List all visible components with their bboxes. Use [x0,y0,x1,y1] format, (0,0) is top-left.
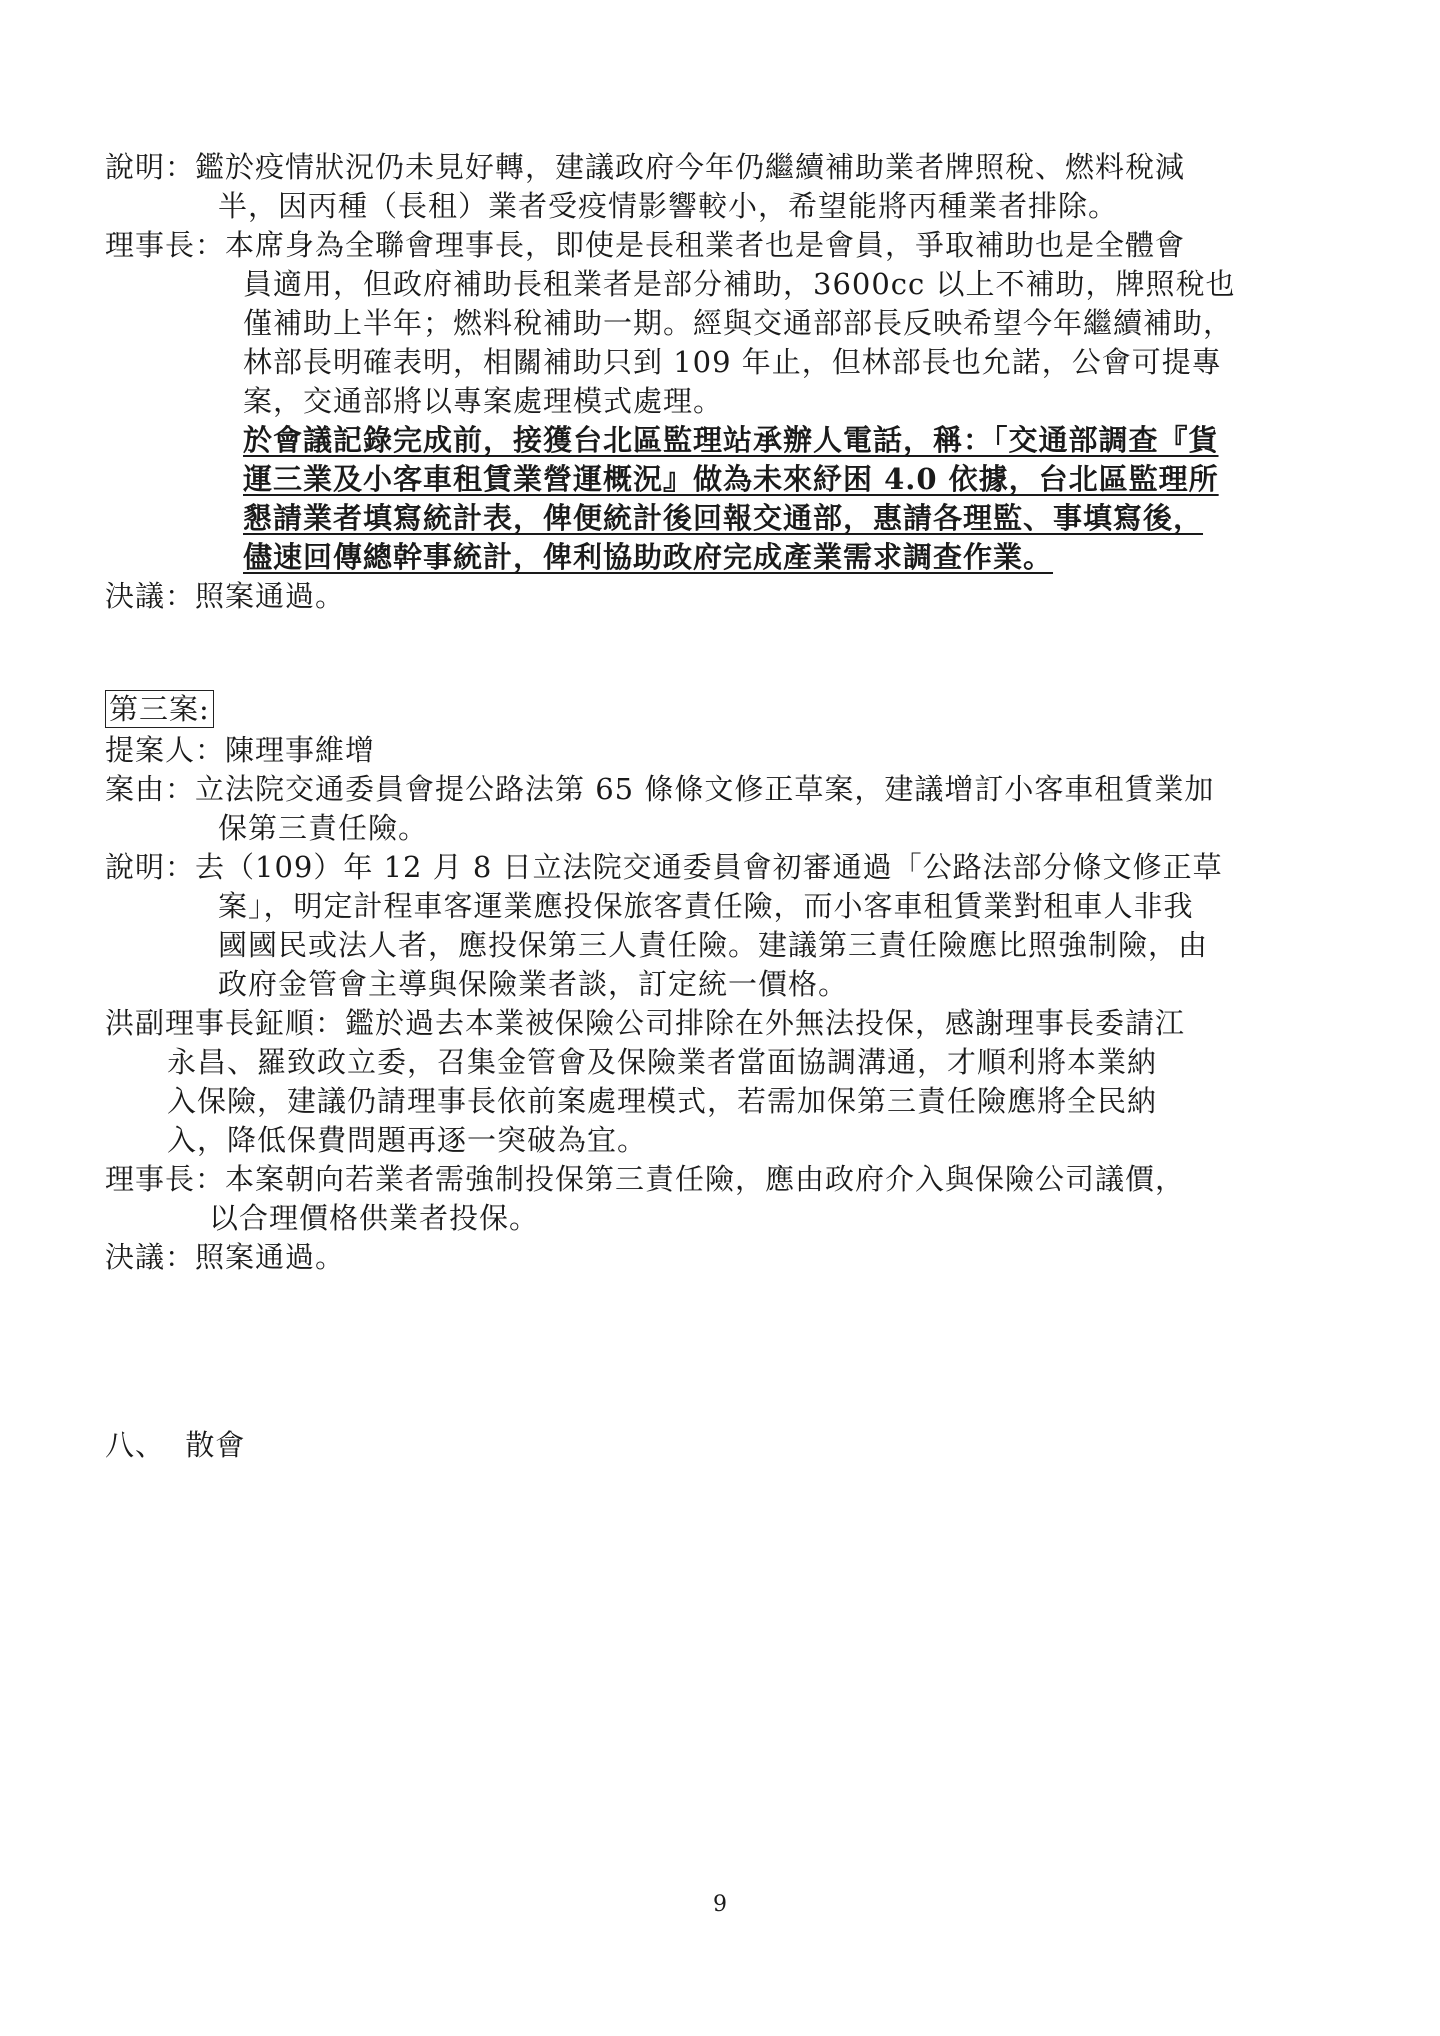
case3-chairman-line-2: 以合理價格供業者投保。 [209,1201,540,1235]
case2-chairman-line-4: 林部長明確表明，相關補助只到 109 年止，但林部長也允諾，公會可提專 [243,345,1222,379]
page-number: 9 [713,1892,727,1917]
case2-explanation-line-1: 說明：鑑於疫情狀況仍未見好轉，建議政府今年仍繼續補助業者牌照稅、燃料稅減 [105,150,1186,184]
highlight-text: 於會議記錄完成前，接獲台北區監理站承辦人電話，稱：「交通部調查『貨 [243,423,1219,457]
section-8-adjournment: 八、 散會 [105,1428,246,1462]
case3-explanation-line-1: 說明：去（109）年 12 月 8 日立法院交通委員會初審通過「公路法部分條文修正草 [105,850,1223,884]
case2-highlight-line-2 [243,460,1440,499]
case2-chairman-line-1: 理事長：本席身為全聯會理事長，即使是長租業者也是會員，爭取補助也是全體會 [105,228,1186,262]
highlight-text: 運三業及小客車租賃業營運概況』做為未來紓困 4.0 依據，台北區監理所 [243,462,1219,496]
case3-heading [105,690,1355,729]
case3-explanation-line-4: 政府金管會主導與保險業者談，訂定統一價格。 [218,967,849,1001]
case3-heading-box: 第三案: [105,690,214,728]
case2-explanation-line-2: 半，因丙種（長租）業者受疫情影響較小，希望能將丙種業者排除。 [218,189,1119,223]
case2-chairman-line-5: 案，交通部將以專案處理模式處理。 [243,384,724,418]
case3-resolution: 決議：照案通過。 [105,1240,346,1274]
case2-highlight-line-1 [243,421,1440,460]
case2-chairman-line-3: 僅補助上半年；燃料稅補助一期。經與交通部部長反映希望今年繼續補助， [243,306,1234,340]
case2-highlight-line-4 [243,538,1440,577]
case3-chairman-line-1: 理事長：本案朝向若業者需強制投保第三責任險，應由政府介入與保險公司議價， [105,1162,1186,1196]
case3-vice-chairman-line-3: 入保險，建議仍請理事長依前案處理模式，若需加保第三責任險應將全民納 [167,1084,1158,1118]
highlight-text: 懇請業者填寫統計表，俾便統計後回報交通部，惠請各理監、事填寫後， [243,501,1204,535]
case3-explanation-line-2: 案」，明定計程車客運業應投保旅客責任險，而小客車租賃業對租車人非我 [218,889,1194,923]
case3-proposer: 提案人：陳理事維增 [105,733,376,767]
case3-vice-chairman-line-4: 入，降低保費問題再逐一突破為宜。 [167,1123,648,1157]
case3-subject-line-2: 保第三責任險。 [218,811,429,845]
case3-explanation-line-3: 國國民或法人者，應投保第三人責任險。建議第三責任險應比照強制險，由 [218,928,1209,962]
case3-vice-chairman-line-2: 永昌、羅致政立委，召集金管會及保險業者當面協調溝通，才順利將本業納 [167,1045,1158,1079]
case3-vice-chairman-line-1: 洪副理事長鉦順：鑑於過去本業被保險公司排除在外無法投保，感謝理事長委請江 [105,1006,1186,1040]
case2-highlight-line-3 [243,499,1440,538]
highlight-text: 儘速回傳總幹事統計，俾利協助政府完成產業需求調查作業。 [243,540,1054,574]
case3-subject-line-1: 案由：立法院交通委員會提公路法第 65 條條文修正草案，建議增訂小客車租賃業加 [105,772,1215,806]
case2-chairman-line-2: 員適用，但政府補助長租業者是部分補助，3600cc 以上不補助，牌照稅也 [243,267,1236,301]
case2-resolution: 決議：照案通過。 [105,579,346,613]
